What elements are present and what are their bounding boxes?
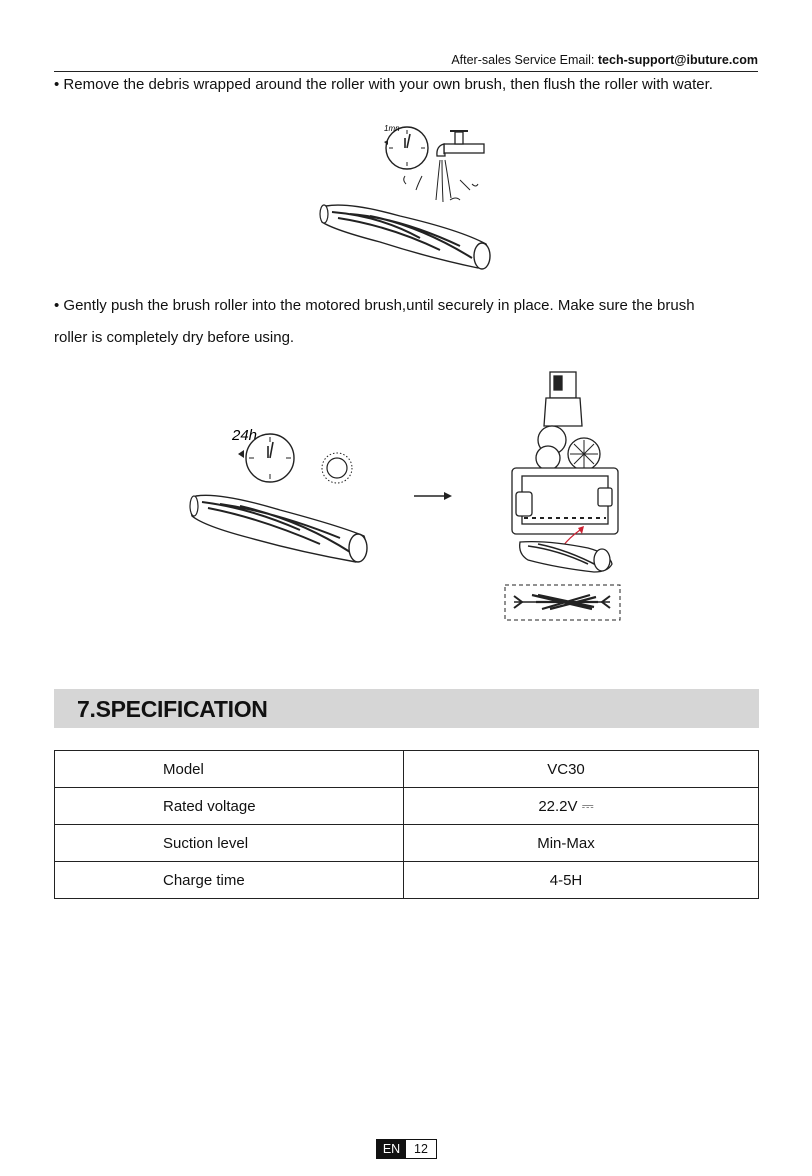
table-row xyxy=(55,825,759,862)
spec-value: Min-Max xyxy=(404,825,759,862)
step-reinstall-roller-line2: roller is completely dry before using. xyxy=(54,329,295,346)
motored-brush-illustration xyxy=(498,368,628,624)
email-label: After-sales Service Email: xyxy=(451,53,598,67)
rinse-roller-illustration xyxy=(310,118,500,278)
motored-brush-head-icon xyxy=(512,372,618,534)
step-remove-debris: • Remove the debris wrapped around the roller with your own brush, then flush the roller with water. xyxy=(54,76,713,93)
faucet-icon xyxy=(437,131,484,156)
spec-value: 4-5H xyxy=(404,862,759,899)
page-number-badge xyxy=(376,1139,437,1159)
brush-roller-icon xyxy=(190,495,367,562)
arrow-right-icon xyxy=(412,488,454,504)
spec-label: Charge time xyxy=(55,862,404,899)
spec-label: Rated voltage xyxy=(55,788,404,825)
spec-value: 22.2V ⎓ xyxy=(404,788,759,825)
support-email-link[interactable]: tech-support@ibuture.com xyxy=(597,53,758,67)
clock-label-1mn: 1mn xyxy=(384,124,400,133)
table-row xyxy=(55,862,759,899)
table-row xyxy=(55,788,759,825)
section-header xyxy=(54,689,759,728)
spec-value: VC30 xyxy=(404,751,759,788)
specification-table xyxy=(54,750,759,899)
language-code: EN xyxy=(377,1140,406,1158)
page-number: 12 xyxy=(406,1140,436,1158)
water-stream-icon xyxy=(404,160,478,202)
step-reinstall-roller-line1: • Gently push the brush roller into the motored brush,until securely in place. Make sure the brush xyxy=(54,297,695,314)
brush-roller-icon xyxy=(320,205,490,269)
page-header xyxy=(54,53,758,72)
spec-label: Model xyxy=(55,751,404,788)
sun-icon xyxy=(322,453,352,483)
clock-icon xyxy=(384,127,428,169)
dry-roller-illustration xyxy=(180,420,380,570)
clock-label-24h: 24h xyxy=(232,427,258,444)
brush-roller-icon xyxy=(520,542,612,572)
spec-label: Suction level xyxy=(55,825,404,862)
section-title: 7.SPECIFICATION xyxy=(77,696,268,722)
table-row xyxy=(55,751,759,788)
